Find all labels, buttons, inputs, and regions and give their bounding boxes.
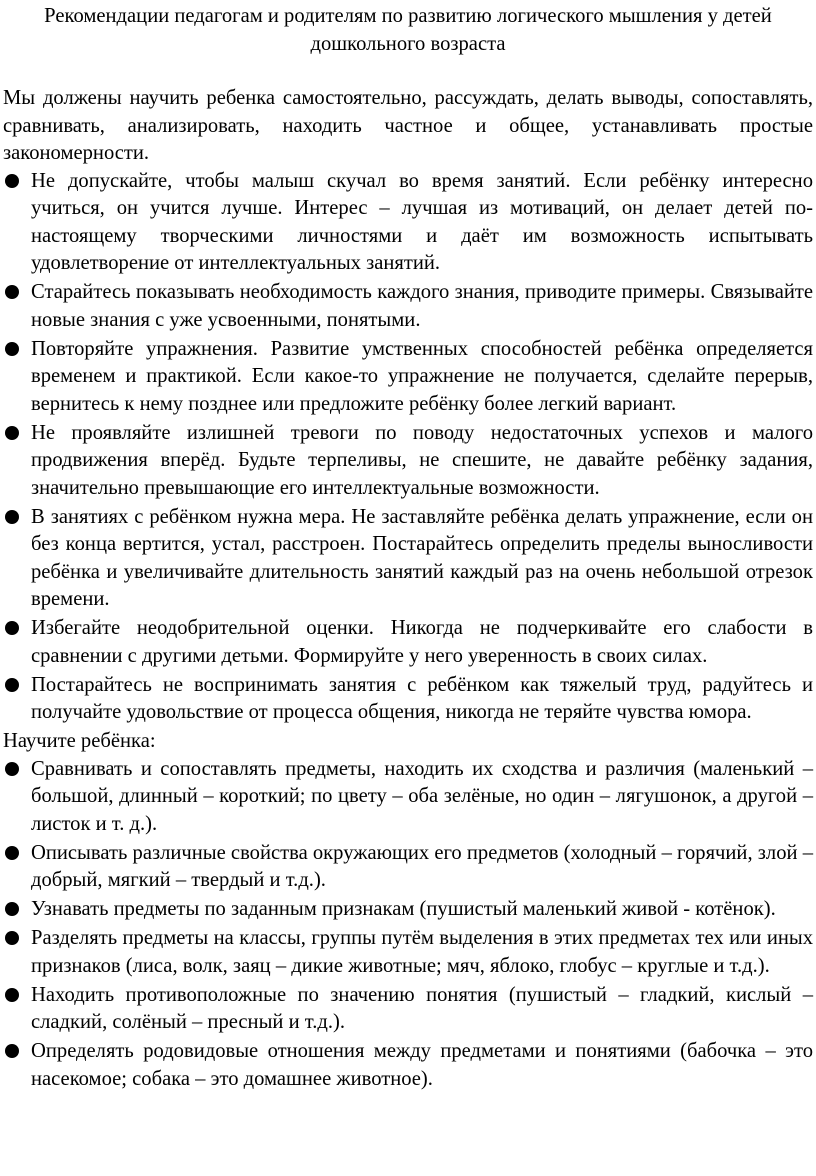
list-item-text: Узнавать предметы по заданным признакам (пушистый маленький живой - котёнок). [31, 898, 776, 920]
list-item [3, 1038, 813, 1093]
list-item [3, 168, 813, 278]
skills-list [3, 756, 813, 1094]
list-item-text: Описывать различные свойства окружающих его предметов (холодный – горячий, злой – добрый, мягкий – твердый и т.д.). [31, 841, 813, 891]
bullet-icon [5, 621, 19, 635]
bullet-icon [5, 988, 19, 1002]
bullet-icon [5, 285, 19, 299]
list-item [3, 336, 813, 419]
bullet-icon [5, 846, 19, 860]
list-item [3, 896, 813, 924]
bullet-icon [5, 902, 19, 916]
document-title: Рекомендации педагогам и родителям по развитию логического мышления у детей дошкольного возраста [44, 5, 772, 55]
list-item [3, 504, 813, 614]
list-item [3, 420, 813, 503]
teach-heading: Научите ребёнка: [3, 730, 156, 752]
list-item [3, 279, 813, 334]
list-item-text: Находить противоположные по значению понятия (пушистый – гладкий, кислый – сладкий, солёный – пресный и т.д.). [31, 983, 813, 1033]
bullet-icon [5, 510, 19, 524]
document-page [0, 2, 816, 1176]
bullet-icon [5, 678, 19, 692]
list-item-text: Сравнивать и сопоставлять предметы, находить их сходства и различия (маленький – большой, длинный – короткий; по цвету – оба зелёные, но один – лягушонок, а другой – листок и т. д.). [31, 757, 813, 835]
list-item-text: Избегайте неодобрительной оценки. Никогда не подчеркивайте его слабости в сравнении с другими детьми. Формируйте у него уверенность в своих силах. [31, 617, 813, 667]
intro-paragraph: Мы должены научить ребенка самостоятельно, рассуждать, делать выводы, сопоставлять, сравнивать, анализировать, находить частное и общее, устанавливать простые закономерности. [3, 87, 813, 164]
list-item-text: Не допускайте, чтобы малыш скучал во время занятий. Если ребёнку интересно учиться, он учится лучше. Интерес – лучшая из мотиваций, он делает детей по-настоящему творческими личностями и даёт им возможность испытывать удовлетворение от интеллектуальных занятий. [31, 169, 813, 274]
list-item-text: Определять родовидовые отношения между предметами и понятиями (бабочка – это насекомое; собака – это домашнее животное). [31, 1040, 813, 1090]
recommendations-list [3, 168, 813, 727]
list-item-text: В занятиях с ребёнком нужна мера. Не заставляйте ребёнка делать упражнение, если он без конца вертится, устал, расстроен. Постарайтесь определить пределы выносливости ребёнка и увеличивайте длительность занятий каждый раз на очень небольшой отрезок времени. [31, 505, 813, 610]
bullet-icon [5, 931, 19, 945]
list-item [3, 925, 813, 980]
list-item [3, 672, 813, 727]
list-item [3, 982, 813, 1037]
bullet-icon [5, 762, 19, 776]
list-item-text: Постарайтесь не воспринимать занятия с ребёнком как тяжелый труд, радуйтесь и получайте удовольствие от процесса общения, никогда не теряйте чувства юмора. [31, 673, 813, 723]
bullet-icon [5, 1044, 19, 1058]
list-item-text: Старайтесь показывать необходимость каждого знания, приводите примеры. Связывайте новые знания с уже усвоенными, понятыми. [31, 281, 813, 331]
list-item-text: Разделять предметы на классы, группы путём выделения в этих предметах тех или иных признаков (лиса, волк, заяц – дикие животные; мяч, яблоко, глобус – круглые и т.д.). [31, 927, 813, 977]
list-item [3, 756, 813, 839]
list-item [3, 840, 813, 895]
list-item-text: Не проявляйте излишней тревоги по поводу недостаточных успехов и малого продвижения вперёд. Будьте терпеливы, не спешите, не давайте ребёнку задания, значительно превышающие его интеллектуальные возможности. [31, 421, 813, 499]
bullet-icon [5, 342, 19, 356]
bullet-icon [5, 426, 19, 440]
bullet-icon [5, 174, 19, 188]
list-item [3, 615, 813, 670]
list-item-text: Повторяйте упражнения. Развитие умственных способностей ребёнка определяется временем и практикой. Если какое-то упражнение не получается, сделайте перерыв, вернитесь к нему позднее или предложите ребёнку более легкий вариант. [31, 337, 813, 415]
